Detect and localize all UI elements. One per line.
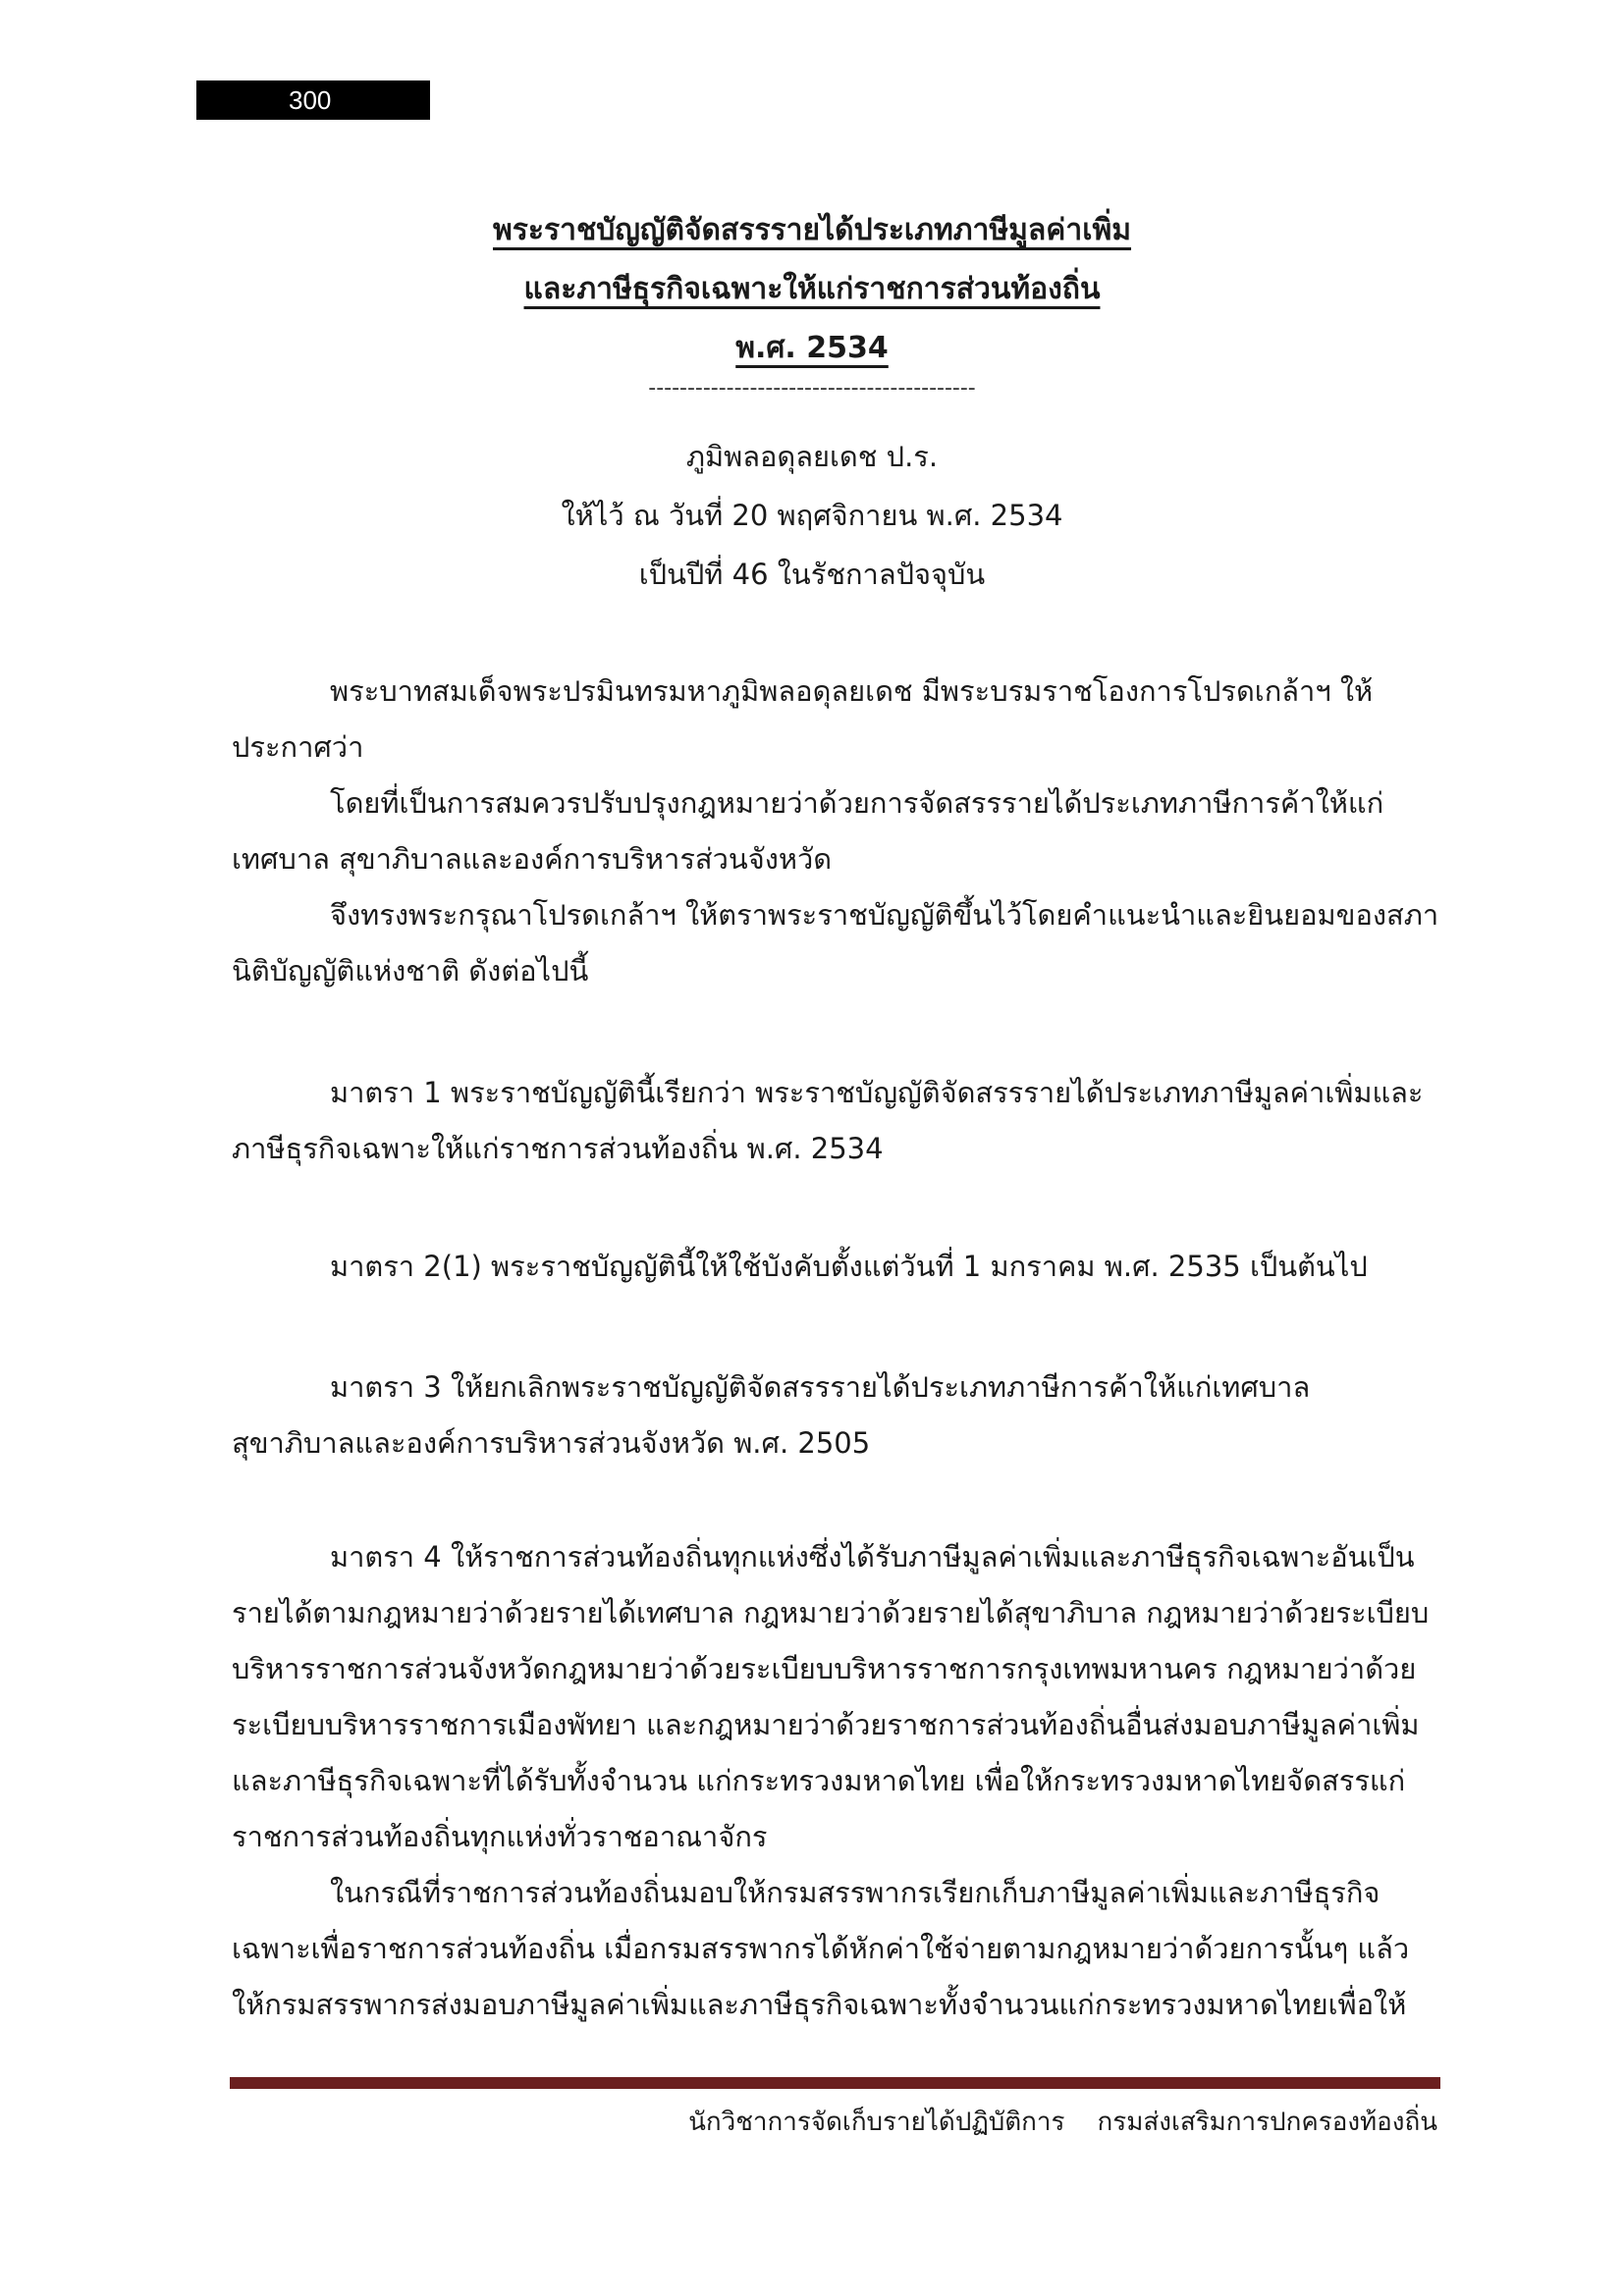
footer-text: นักวิชาการจัดเก็บรายได้ปฏิบัติการ กรมส่งเสริมการปกครองท้องถิ่น: [688, 2108, 1437, 2137]
enactment-signature: ภูมิพลอดุลยเดช ป.ร.: [685, 440, 939, 473]
enactment-reign-year: เป็นปีที่ 46 ในรัชกาลปัจจุบัน: [638, 558, 986, 591]
section-4-paragraph-2: ในกรณีที่ราชการส่วนท้องถิ่นมอบให้กรมสรรพากรเรียกเก็บภาษีมูลค่าเพิ่มและภาษีธุรกิจเฉพาะเพื่อราชการส่วนท้องถิ่น เมื่อกรมสรรพากรได้หักค่าใช้จ่ายตามกฎหมายว่าด้วยการนั้นๆ แล้ว ให้กรมสรรพากรส่งมอบภาษีมูลค่าเพิ่มและภาษีธุรกิจเฉพาะทั้งจำนวนแก่กระทรวงมหาดไทยเพื่อให้: [232, 1876, 1410, 2021]
document-title: [0, 201, 1624, 378]
title-line-2: และภาษีธุรกิจเฉพาะให้แก่ราชการส่วนท้องถิ่น: [523, 272, 1101, 306]
preamble-paragraph-1: พระบาทสมเด็จพระปรมินทรมหาภูมิพลอดุลยเดช มีพระบรมราชโองการโปรดเกล้าฯ ให้ประกาศว่า: [232, 674, 1374, 764]
preamble-paragraph-3: จึงทรงพระกรุณาโปรดเกล้าฯ ให้ตราพระราชบัญญัติขึ้นไว้โดยคำแนะนำและยินยอมของสภานิติบัญญัติแห่งชาติ ดังต่อไปนี้: [232, 898, 1439, 988]
section-3: [232, 1360, 1439, 1471]
page-number: 300: [196, 80, 430, 120]
section-4-paragraph-1: มาตรา 4 ให้ราชการส่วนท้องถิ่นทุกแห่งซึ่งได้รับภาษีมูลค่าเพิ่มและภาษีธุรกิจเฉพาะอันเป็นรายได้ตามกฎหมายว่าด้วยรายได้เทศบาล กฎหมายว่าด้วยรายได้สุขาภิบาล กฎหมายว่าด้วยระเบียบบริหารราชการส่วนจังหวัดกฎหมายว่าด้วยระเบียบบริหารราชการกรุงเทพมหานคร กฎหมายว่าด้วยระเบียบบริหารราชการเมืองพัทยา และกฎหมายว่าด้วยราชการส่วนท้องถิ่นอื่นส่งมอบภาษีมูลค่าเพิ่มและภาษีธุรกิจเฉพาะที่ได้รับทั้งจำนวน แก่กระทรวงมหาดไทย เพื่อให้กระทรวงมหาดไทยจัดสรรแก่ราชการส่วนท้องถิ่นทุกแห่งทั่วราชอาณาจักร: [232, 1540, 1430, 1853]
enactment-date: ให้ไว้ ณ วันที่ 20 พฤศจิกายน พ.ศ. 2534: [561, 499, 1063, 532]
title-line-3: พ.ศ. 2534: [735, 331, 889, 365]
preamble: [232, 664, 1439, 999]
section-4: [232, 1529, 1439, 2033]
section-2: [232, 1239, 1439, 1295]
enactment-block: [0, 427, 1624, 604]
section-1: [232, 1065, 1439, 1177]
title-line-1: พระราชบัญญัติจัดสรรรายได้ประเภทภาษีมูลค่าเพิ่ม: [492, 213, 1132, 247]
section-3-text: มาตรา 3 ให้ยกเลิกพระราชบัญญัติจัดสรรรายได้ประเภทภาษีการค้าให้แก่เทศบาล สุขาภิบาลและองค์การบริหารส่วนจังหวัด พ.ศ. 2505: [232, 1370, 1311, 1460]
section-2-text: มาตรา 2(1) พระราชบัญญัตินี้ให้ใช้บังคับตั้งแต่วันที่ 1 มกราคม พ.ศ. 2535 เป็นต้นไป: [330, 1250, 1368, 1283]
footer-rule: [230, 2077, 1440, 2089]
title-divider: ------------------------------------------: [648, 376, 976, 400]
preamble-paragraph-2: โดยที่เป็นการสมควรปรับปรุงกฎหมายว่าด้วยการจัดสรรรายได้ประเภทภาษีการค้าให้แก่เทศบาล สุขาภิบาลและองค์การบริหารส่วนจังหวัด: [232, 786, 1384, 876]
section-1-text: มาตรา 1 พระราชบัญญัตินี้เรียกว่า พระราชบัญญัติจัดสรรรายได้ประเภทภาษีมูลค่าเพิ่มและภาษีธุรกิจเฉพาะให้แก่ราชการส่วนท้องถิ่น พ.ศ. 2534: [232, 1076, 1424, 1165]
